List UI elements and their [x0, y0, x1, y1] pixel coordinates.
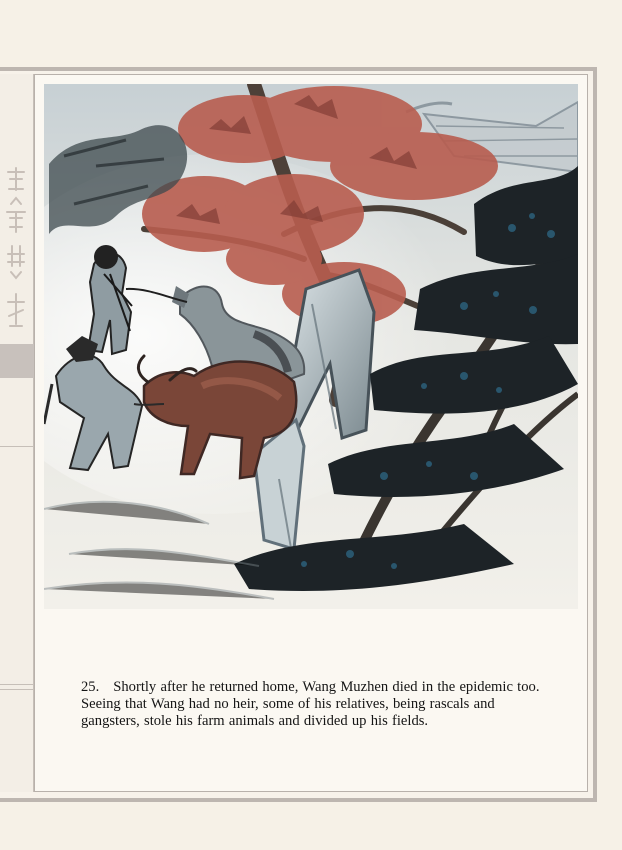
- painted-illustration: [44, 84, 578, 609]
- vertical-title-seal-icon: [2, 162, 30, 342]
- panel-number: 25.: [81, 679, 100, 695]
- side-gray-block: [0, 344, 34, 378]
- side-divider-line: [0, 689, 34, 690]
- caption-text: [81, 679, 551, 730]
- side-decorative-strip: [0, 74, 34, 792]
- illustration-svg: [44, 84, 578, 609]
- side-divider-line: [0, 684, 34, 685]
- side-divider-line: [0, 446, 34, 447]
- caption-body: Shortly after he returned home, Wang Muzhen died in the epidemic too. Seeing that Wang had no heir, some of his relatives, being rascals and gangsters, stole his farm animals and divided up his fields.: [81, 679, 540, 729]
